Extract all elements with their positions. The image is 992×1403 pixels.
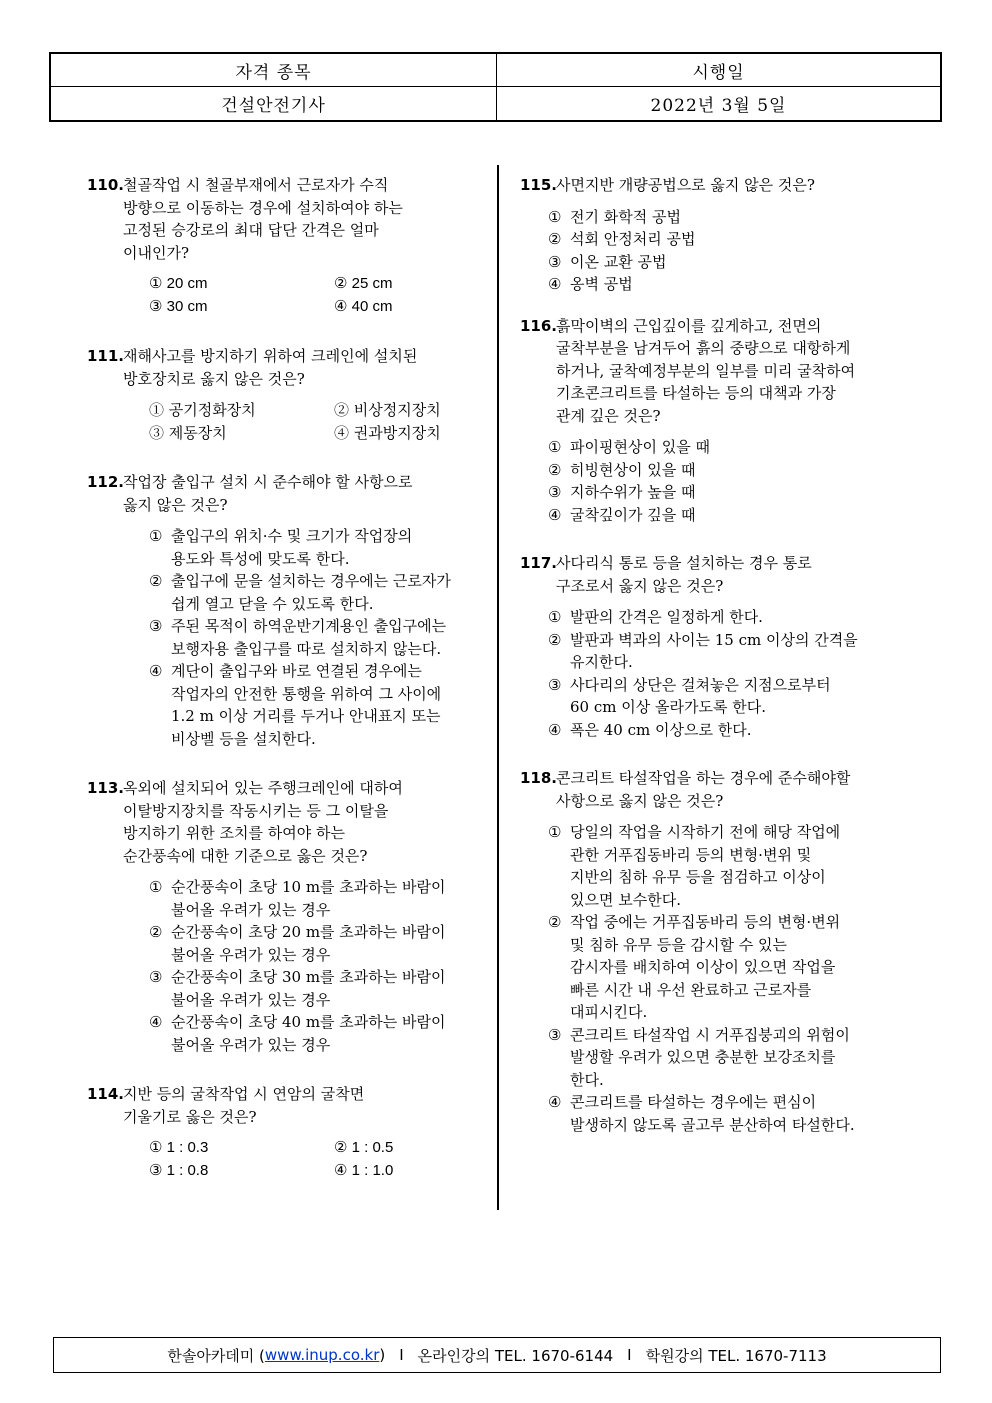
question-number: 112. xyxy=(87,473,125,491)
header-subject-value: 건설안전기사 xyxy=(221,96,326,116)
question-number: 118. xyxy=(520,769,558,787)
options-list xyxy=(548,821,920,1136)
website-link[interactable]: www.inup.co.kr xyxy=(264,1346,380,1364)
option-2: ② 25 cm xyxy=(334,275,393,292)
question-110 xyxy=(87,174,482,318)
question-text: 작업장 출입구 설치 시 준수해야 할 사항으로 옳지 않은 것은? xyxy=(123,473,413,514)
question-number: 117. xyxy=(520,554,558,572)
footer-bar xyxy=(53,1337,941,1373)
option-4: ④ 권과방지장치 xyxy=(334,423,441,442)
option-1: ① 공기정화장치 xyxy=(149,401,256,419)
option-3: ③ 순간풍속이 초당 30 m를 초과하는 바람이 불어올 우려가 있는 경우 xyxy=(149,968,446,1009)
option-3: ③ 제동장치 xyxy=(149,423,227,442)
option-1: ① 파이핑현상이 있을 때 xyxy=(548,438,710,456)
option-3: ③ 1 : 0.8 xyxy=(149,1161,209,1179)
online-phone: 온라인강의 TEL. 1670-6144 xyxy=(417,1346,614,1365)
question-118 xyxy=(520,767,920,1136)
option-3: ③ 이온 교환 공법 xyxy=(548,252,667,271)
option-2: ② 석회 안정처리 공법 xyxy=(548,230,696,248)
option-2: ② 1 : 0.5 xyxy=(334,1139,394,1156)
question-number: 111. xyxy=(87,347,125,365)
option-1: ① 1 : 0.3 xyxy=(149,1139,209,1156)
question-114 xyxy=(87,1083,482,1182)
option-2: ② 히빙현상이 있을 때 xyxy=(548,460,696,479)
options-grid xyxy=(149,399,482,444)
option-2: ② 발판과 벽과의 사이는 15 cm 이상의 간격을 유지한다. xyxy=(548,630,858,671)
header-date-label: 시행일 xyxy=(496,54,940,87)
question-number: 114. xyxy=(87,1085,125,1103)
question-text: 옥외에 설치되어 있는 주행크레인에 대하여 이탈방지장치를 작동시키는 등 그 이탈을 방지하기 위한 조치를 하여야 하는 순간풍속에 대한 기준으로 옳은 것은? xyxy=(123,779,403,865)
options-grid xyxy=(149,1137,482,1182)
options-list xyxy=(548,436,920,526)
header-subject-label: 자격 종목 xyxy=(51,54,496,87)
option-3: ③ 사다리의 상단은 걸쳐놓은 지점으로부터 60 cm 이상 올라가도록 한다. xyxy=(548,675,831,716)
options-list xyxy=(548,206,920,296)
question-text: 콘크리트 타설작업을 하는 경우에 준수해야할 사항으로 옳지 않은 것은? xyxy=(556,769,851,810)
offline-phone: 학원강의 TEL. 1670-7113 xyxy=(645,1346,827,1365)
left-column xyxy=(87,174,482,1182)
column-divider xyxy=(497,165,499,1210)
option-2: ② 비상정지장치 xyxy=(334,401,441,419)
option-1: ① 순간풍속이 초당 10 m를 초과하는 바람이 불어올 우려가 있는 경우 xyxy=(149,878,446,919)
question-113 xyxy=(87,777,482,1056)
footer-separator: I xyxy=(627,1346,632,1364)
option-2: ② 작업 중에는 거푸집동바리 등의 변형·변위 및 침하 유무 등을 감시할 수 있는 감시자를 배치하여 이상이 있으면 작업을 빠른 시간 내 우선 완료하고 근로자를 대피시킨다. xyxy=(548,913,841,1021)
option-1: ① 출입구의 위치·수 및 크기가 작업장의 용도와 특성에 맞도록 한다. xyxy=(149,527,413,568)
question-112 xyxy=(87,471,482,750)
question-number: 113. xyxy=(87,779,125,797)
academy-name: 한솔아카데미 ( xyxy=(167,1346,265,1365)
option-4: ④ 폭은 40 cm 이상으로 한다. xyxy=(548,720,752,739)
options-list xyxy=(149,525,482,750)
question-text: 사다리식 통로 등을 설치하는 경우 통로 구조로서 옳지 않은 것은? xyxy=(556,554,812,595)
question-text: 흙막이벽의 근입깊이를 깊게하고, 전면의 굴착부분을 남겨두어 흙의 중량으로 대항하게 하거나, 굴착예정부분의 일부를 미리 굴착하여 기초콘크리트를 타설하는 등의 대책과 가장 관계 깊은 것은? xyxy=(556,316,856,425)
option-4: ④ 콘크리트를 타설하는 경우에는 편심이 발생하지 않도록 골고루 분산하여 타설한다. xyxy=(548,1093,855,1134)
option-3: ③ 지하수위가 높을 때 xyxy=(548,483,696,501)
question-number: 116. xyxy=(520,316,558,335)
question-text: 철골작업 시 철골부재에서 근로자가 수직 방향으로 이동하는 경우에 설치하여야 하는 고정된 승강로의 최대 답단 간격은 얼마 이내인가? xyxy=(123,176,403,262)
option-1: ① 전기 화학적 공법 xyxy=(548,207,681,226)
question-text: 사면지반 개량공법으로 옳지 않은 것은? xyxy=(556,176,815,194)
question-117 xyxy=(520,552,920,741)
option-4: ④ 40 cm xyxy=(334,297,393,315)
option-3: ③ 주된 목적이 하역운반기계용인 출입구에는 보행자용 출입구를 따로 설치하지 않는다. xyxy=(149,617,447,658)
option-3: ③ 콘크리트 타설작업 시 거푸집붕괴의 위험이 발생할 우려가 있으면 충분한 보강조치를 한다. xyxy=(548,1025,850,1089)
option-4: ④ 순간풍속이 초당 40 m를 초과하는 바람이 불어올 우려가 있는 경우 xyxy=(149,1013,446,1054)
header-date-value: 2022년 3월 5일 xyxy=(496,87,940,120)
option-4: ④ 옹벽 공법 xyxy=(548,275,633,293)
option-4: ④ 계단이 출입구와 바로 연결된 경우에는 작업자의 안전한 통행을 위하여 그 사이에 1.2 m 이상 거리를 두거나 안내표지 또는 비상벨 등을 설치한다. xyxy=(149,662,442,748)
option-2: ② 순간풍속이 초당 20 m를 초과하는 바람이 불어올 우려가 있는 경우 xyxy=(149,923,446,964)
option-1: ① 발판의 간격은 일정하게 한다. xyxy=(548,608,763,626)
question-number: 110. xyxy=(87,176,125,194)
question-number: 115. xyxy=(520,176,558,194)
question-111 xyxy=(87,345,482,444)
option-3: ③ 30 cm xyxy=(149,297,208,315)
question-text: 재해사고를 방지하기 위하여 크레인에 설치된 방호장치로 옳지 않은 것은? xyxy=(123,347,418,388)
option-4: ④ 1 : 1.0 xyxy=(334,1161,394,1179)
option-4: ④ 굴착깊이가 깊을 때 xyxy=(548,505,696,524)
footer-separator: I xyxy=(399,1346,404,1364)
question-116 xyxy=(520,315,920,527)
right-column xyxy=(520,174,920,1136)
option-1: ① 당일의 작업을 시작하기 전에 해당 작업에 관한 거푸집동바리 등의 변형·변위 및 지반의 침하 유무 등을 점검하고 이상이 있으면 보수한다. xyxy=(548,823,841,909)
option-2: ② 출입구에 문을 설치하는 경우에는 근로자가 쉽게 열고 닫을 수 있도록 한다. xyxy=(149,572,451,613)
question-text: 지반 등의 굴착작업 시 연암의 굴착면 기울기로 옳은 것은? xyxy=(123,1085,365,1126)
academy-suffix: ) xyxy=(379,1346,386,1364)
options-grid xyxy=(149,273,482,318)
options-list xyxy=(548,606,920,741)
option-1: ① 20 cm xyxy=(149,275,208,292)
options-list xyxy=(149,876,482,1056)
exam-header-table xyxy=(49,52,942,122)
question-115 xyxy=(520,174,920,296)
